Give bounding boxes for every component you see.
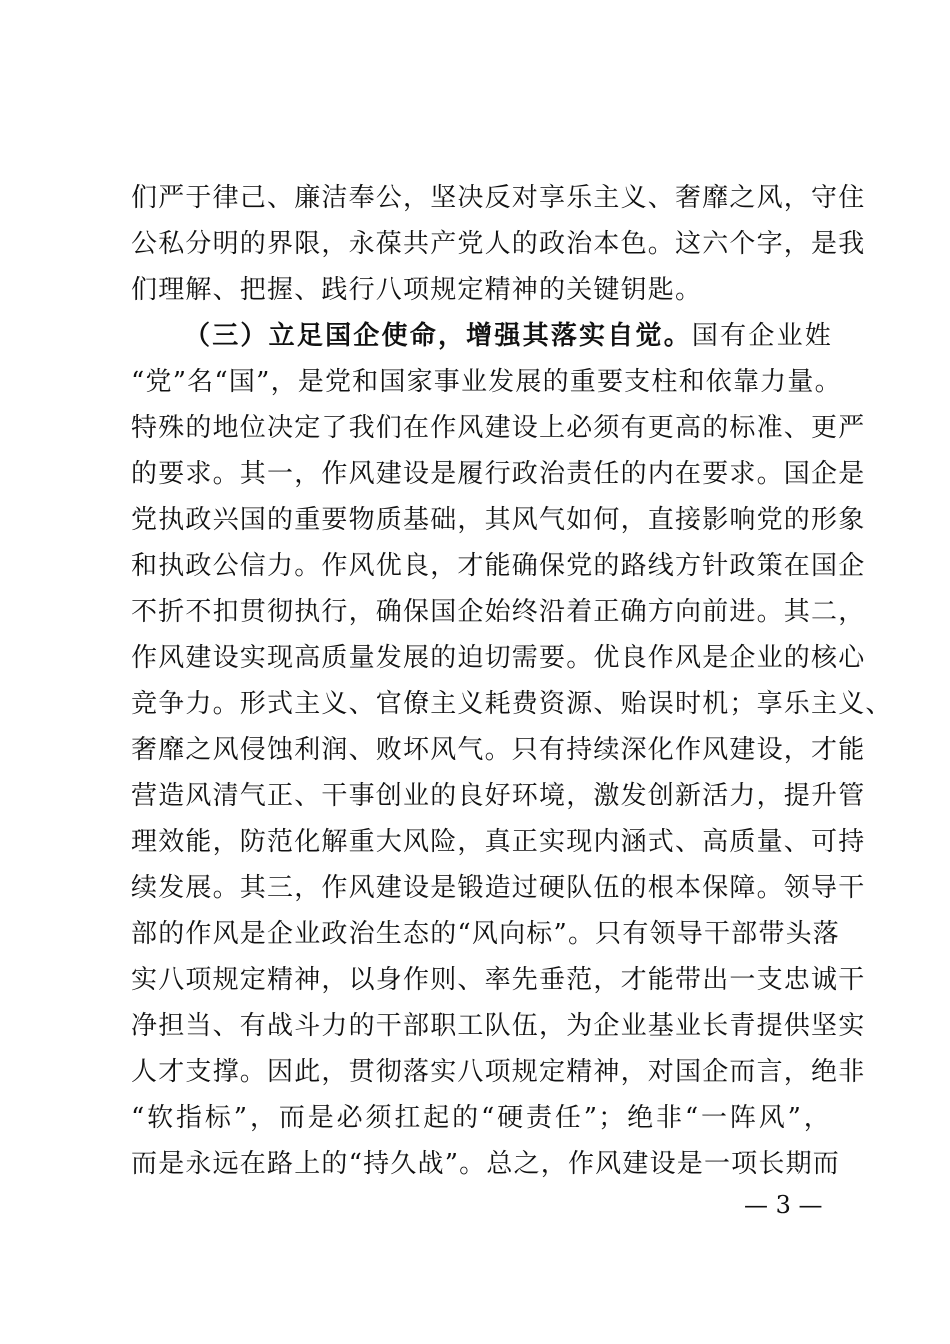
section-heading: （三）立足国企使命，增强其落实自觉。: [184, 321, 692, 351]
text-line: 部的作风是企业政治生态的“风向标”。只有领导干部带头落: [131, 919, 840, 949]
text-line: “软指标”，而是必须扛起的“硬责任”；绝非“一阵风”，: [131, 1103, 831, 1133]
text-line: 续发展。其三，作风建设是锻造过硬队伍的根本保障。领导干: [131, 873, 866, 903]
page-number: — 3 —: [744, 1191, 823, 1219]
text-line: 作风建设实现高质量发展的迫切需要。优良作风是企业的核心: [131, 643, 866, 673]
text-line: 净担当、有战斗力的干部职工队伍，为企业基业长青提供坚实: [131, 1011, 866, 1041]
text-line: 奢靡之风侵蚀利润、败坏风气。只有持续深化作风建设，才能: [131, 735, 866, 765]
text-line: 和执政公信力。作风优良，才能确保党的路线方针政策在国企: [131, 551, 866, 581]
text-line: 营造风清气正、干事创业的良好环境，激发创新活力，提升管: [131, 781, 866, 811]
text-line: 公私分明的界限，永葆共产党人的政治本色。这六个字，是我: [131, 229, 866, 259]
text-line: 的要求。其一，作风建设是履行政治责任的内在要求。国企是: [131, 459, 866, 489]
text-line: 而是永远在路上的“持久战”。总之，作风建设是一项长期而: [131, 1149, 840, 1179]
text-line: 党执政兴国的重要物质基础，其风气如何，直接影响党的形象: [131, 505, 866, 535]
text-line: 们严于律己、廉洁奉公，坚决反对享乐主义、奢靡之风，守住: [131, 183, 866, 213]
text-line: 们理解、把握、践行八项规定精神的关键钥匙。: [131, 275, 703, 305]
text-line: 不折不扣贯彻执行，确保国企始终沿着正确方向前进。其二，: [131, 597, 866, 627]
text-line: 人才支撑。因此，贯彻落实八项规定精神，对国企而言，绝非: [131, 1057, 866, 1087]
text-line: 竞争力。形式主义、官僚主义耗费资源、贻误时机；享乐主义、: [131, 689, 893, 719]
text-line: “党”名“国”，是党和国家事业发展的重要支柱和依靠力量。: [131, 367, 842, 397]
text-line: 特殊的地位决定了我们在作风建设上必须有更高的标准、更严: [131, 413, 866, 443]
section-heading-rest: 国有企业姓: [691, 321, 832, 351]
text-line: 实八项规定精神，以身作则、率先垂范，才能带出一支忠诚干: [131, 965, 866, 995]
text-line: 理效能，防范化解重大风险，真正实现内涵式、高质量、可持: [131, 827, 866, 857]
section-heading-line: [184, 318, 832, 354]
